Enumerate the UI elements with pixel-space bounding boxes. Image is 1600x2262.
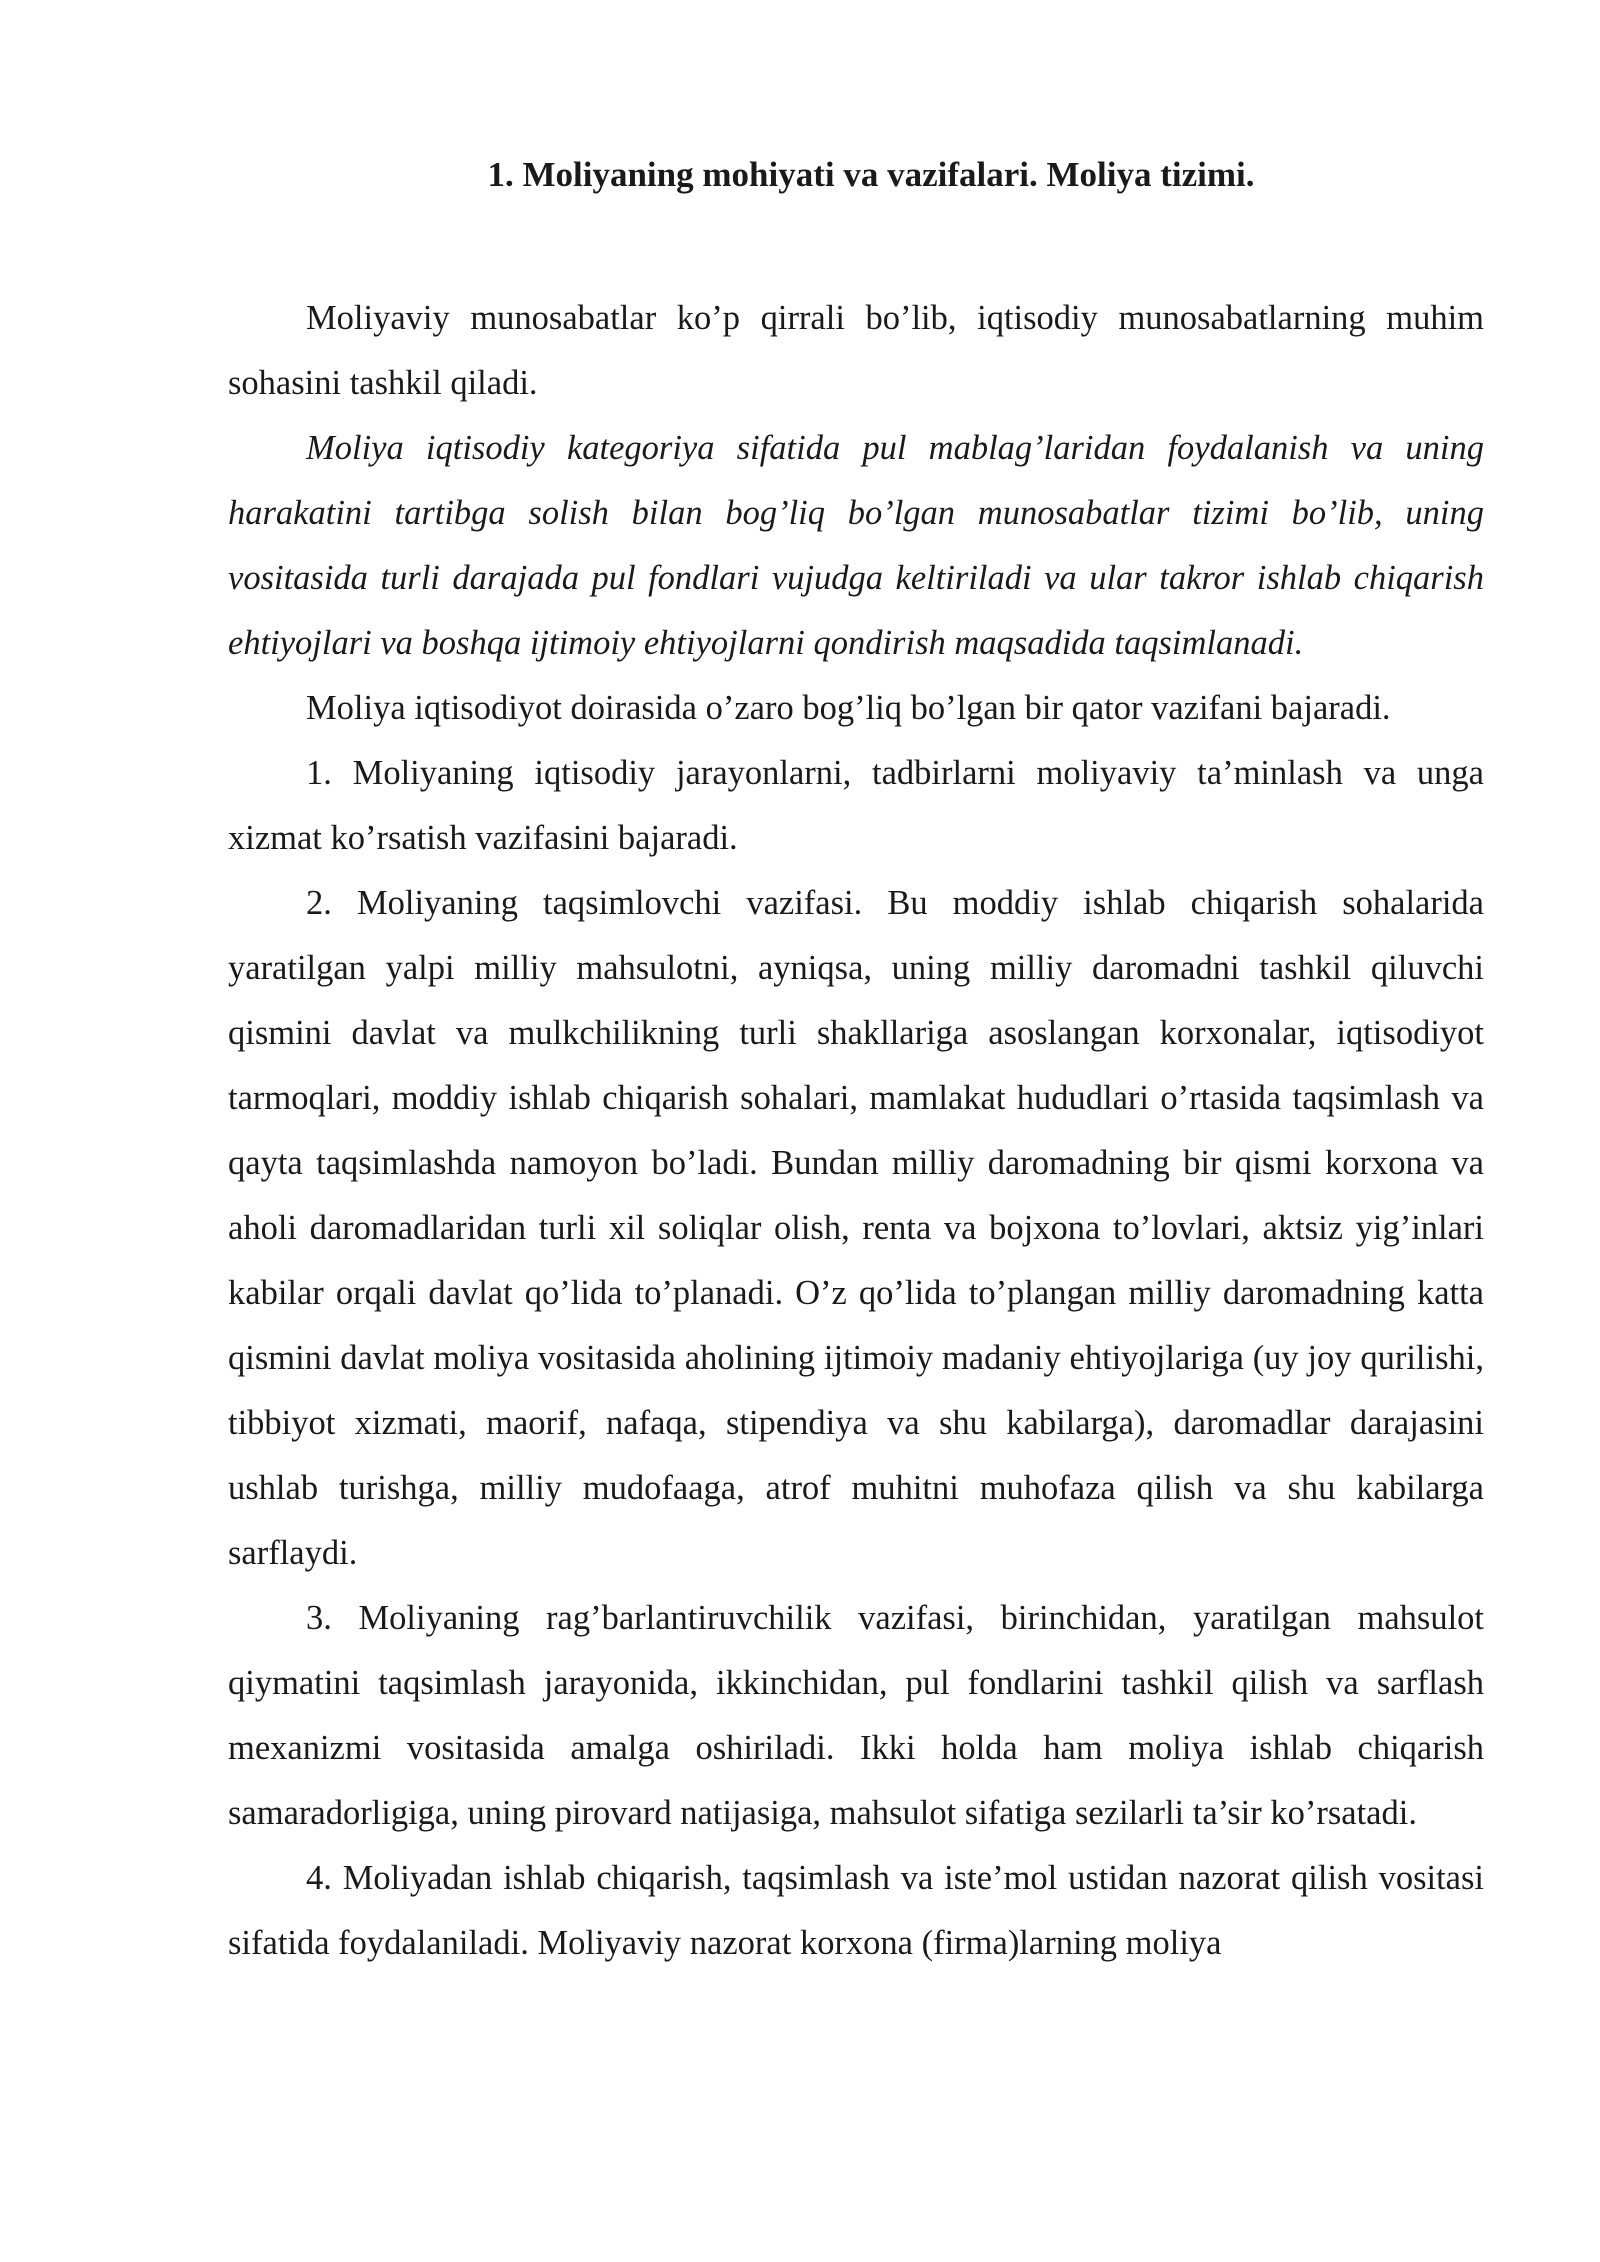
paragraph-function-1: 1. Moliyaning iqtisodiy jarayonlarni, tadbirlarni moliyaviy ta’minlash va unga xizmat ko’rsatish vazifasini bajaradi. <box>228 754 1484 857</box>
paragraph-definition: Moliya iqtisodiy kategoriya sifatida pul mablag’laridan foydalanish va uning harakatini tartibga solish bilan bog’liq bo’lgan munosabatlar tizimi bo’lib, uning vositasida turli darajada pul fondlari vujudga keltiriladi va ular takror ishlab chiqarish ehtiyojlari va boshqa ijtimoiy ehtiyojlarni qondirish maqsadida taqsimlanadi. <box>228 429 1484 662</box>
paragraph-function-3: 3. Moliyaning rag’barlantiruvchilik vazifasi, birinchidan, yaratilgan mahsulot qiymatini taqsimlash jarayonida, ikkinchidan, pul fondlarini tashkil qilish va sarflash mexanizmi vositasida amalga oshiriladi. Ikki holda ham moliya ishlab chiqarish samaradorligiga, uning pirovard natijasiga, mahsulot sifatiga sezilarli ta’sir ko’rsatadi. <box>228 1599 1484 1832</box>
paragraph-functions-intro: Moliya iqtisodiyot doirasida o’zaro bog’liq bo’lgan bir qator vazifani bajaradi. <box>306 689 1391 727</box>
paragraph-function-4: 4. Moliyadan ishlab chiqarish, taqsimlash va iste’mol ustidan nazorat qilish vositasi sifatida foydalaniladi. Moliyaviy nazorat korxona (firma)larning moliya <box>228 1859 1484 1962</box>
section-heading: 1. Moliyaning mohiyati va vazifalari. Moliya tizimi. <box>487 155 1255 194</box>
paragraph-function-2: 2. Moliyaning taqsimlovchi vazifasi. Bu moddiy ishlab chiqarish sohalarida yaratilgan yalpi milliy mahsulotni, ayniqsa, uning milliy daromadni tashkil qiluvchi qismini davlat va mulkchilikning turli shakllariga asoslangan korxonalar, iqtisodiyot tarmoqlari, moddiy ishlab chiqarish sohalari, mamlakat hududlari o’rtasida taqsimlash va qayta taqsimlashda namoyon bo’ladi. Bundan milliy daromadning bir qismi korxona va aholi daromadlaridan turli xil soliqlar olish, renta va bojxona to’lovlari, aktsiz yig’inlari kabilar orqali davlat qo’lida to’planadi. O’z qo’lida to’plangan milliy daromadning katta qismini davlat moliya vositasida aholining ijtimoiy madaniy ehtiyojlariga (uy joy qurilishi, tibbiyot xizmati, maorif, nafaqa, stipendiya va shu kabilarga), daromadlar darajasini ushlab turishga, milliy mudofaaga, atrof muhitni muhofaza qilish va shu kabilarga sarflaydi. <box>228 884 1484 1572</box>
document-body <box>228 150 1484 1976</box>
paragraph-intro: Moliyaviy munosabatlar ko’p qirrali bo’lib, iqtisodiy munosabatlarning muhim sohasini tashkil qiladi. <box>228 299 1484 402</box>
